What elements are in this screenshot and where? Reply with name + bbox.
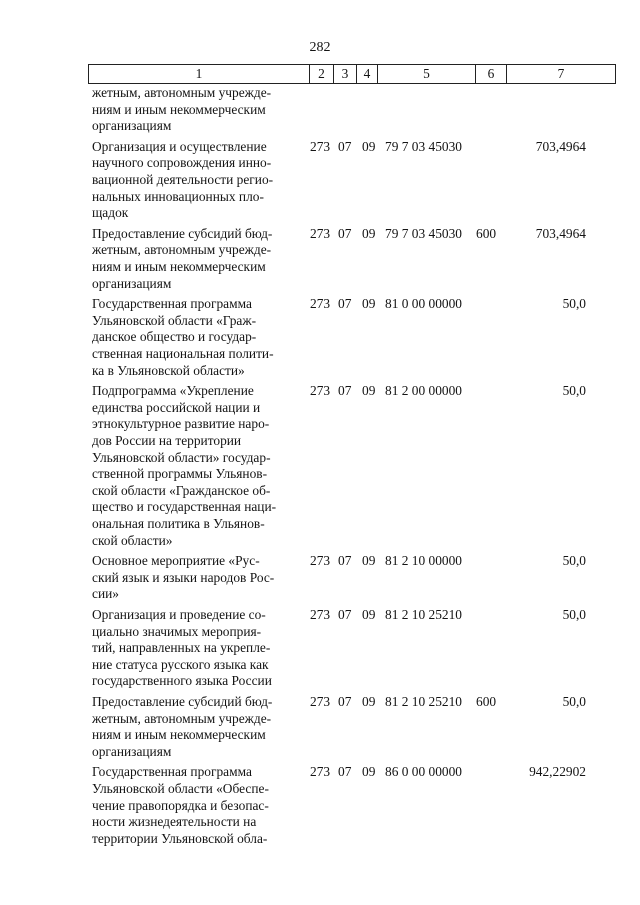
budget-table-body (0, 85, 640, 851)
cell-c2: 273 (310, 693, 331, 709)
cell-c4: 09 (362, 138, 376, 154)
cell-c6: 600 (476, 693, 497, 709)
cell-c5: 81 2 10 00000 (385, 553, 462, 569)
description-line: нальных инновационных пло- (92, 188, 264, 204)
column-header-7: 7 (557, 66, 565, 81)
row-description (92, 764, 301, 847)
description-line: ниям и иным некоммерческим (92, 101, 266, 117)
row-description (92, 694, 301, 760)
table-row (0, 764, 640, 851)
row-description (92, 296, 301, 379)
description-line: чение правопорядка и безопас- (92, 797, 269, 813)
cell-c4: 09 (362, 383, 376, 399)
cell-c6: 600 (476, 225, 497, 241)
cell-c4: 09 (362, 296, 376, 312)
cell-c4: 09 (362, 553, 376, 569)
table-row (0, 226, 640, 296)
description-line: ственной программы Ульянов- (92, 466, 268, 482)
cell-c2: 273 (310, 138, 331, 154)
description-line: ственная национальная полити- (92, 345, 274, 361)
row-description (92, 553, 301, 603)
table-row (0, 694, 640, 764)
description-line: Подпрограмма «Укрепление (92, 383, 254, 399)
row-description (92, 383, 301, 549)
cell-c2: 273 (310, 764, 331, 780)
description-line: государственного языка России (92, 673, 272, 689)
description-line: единства российской нации и (92, 399, 261, 415)
description-line: вационной деятельности регио- (92, 171, 274, 187)
column-header-row (88, 64, 616, 84)
description-line: жетным, автономным учрежде- (92, 242, 272, 258)
description-line: ние статуса русского языка как (92, 656, 269, 672)
cell-c3: 07 (338, 764, 352, 780)
cell-c4: 09 (362, 764, 376, 780)
column-header-5: 5 (378, 65, 476, 83)
cell-c7: 50,0 (562, 693, 586, 709)
description-line: щество и государственная наци- (92, 499, 277, 515)
description-line: ниям и иным некоммерческим (92, 727, 266, 743)
description-line: Государственная программа (92, 764, 252, 780)
cell-c4: 09 (362, 606, 376, 622)
description-line: циально значимых мероприя- (92, 623, 262, 639)
description-line: жетным, автономным учрежде- (92, 85, 272, 100)
column-header-3: 3 (334, 65, 357, 83)
column-header-6: 6 (476, 65, 507, 83)
column-header-2: 2 (310, 65, 334, 83)
cell-c3: 07 (338, 383, 352, 399)
cell-c4: 09 (362, 225, 376, 241)
cell-c3: 07 (338, 225, 352, 241)
page-number: 282 (309, 40, 331, 55)
description-line: организациям (92, 118, 172, 134)
description-line: Предоставление субсидий бюд- (92, 225, 273, 241)
description-line: Государственная программа (92, 296, 252, 312)
table-row (0, 139, 640, 226)
description-line: Организация и осуществление (92, 138, 267, 154)
description-line: ской области «Гражданское об- (92, 482, 271, 498)
table-row (0, 607, 640, 694)
description-line: научного сопровождения инно- (92, 155, 272, 171)
cell-c5: 79 7 03 45030 (385, 225, 462, 241)
description-line: организациям (92, 743, 172, 759)
cell-c3: 07 (338, 606, 352, 622)
row-description (92, 85, 301, 135)
row-description (92, 139, 301, 222)
row-description (92, 226, 301, 292)
description-line: Ульяновской области» государ- (92, 449, 271, 465)
description-line: тий, направленных на укрепле- (92, 640, 271, 656)
cell-c7: 50,0 (562, 553, 586, 569)
description-line: ниям и иным некоммерческим (92, 258, 266, 274)
cell-c3: 07 (338, 296, 352, 312)
cell-c5: 81 2 10 25210 (385, 693, 462, 709)
description-line: сии» (92, 586, 119, 602)
description-line: ональная политика в Ульянов- (92, 515, 265, 531)
description-line: Организация и проведение со- (92, 606, 266, 622)
table-row (0, 383, 640, 553)
description-line: Основное мероприятие «Рус- (92, 553, 260, 569)
description-line: дов России на территории (92, 432, 242, 448)
column-header-1: 1 (89, 65, 310, 83)
description-line: данское общество и государ- (92, 329, 257, 345)
description-line: ский язык и языки народов Рос- (92, 569, 275, 585)
cell-c5: 81 0 00 00000 (385, 296, 462, 312)
description-line: этнокультурное развитие наро- (92, 416, 270, 432)
cell-c2: 273 (310, 553, 331, 569)
description-line: организациям (92, 275, 172, 291)
cell-c2: 273 (310, 225, 331, 241)
table-row (0, 553, 640, 607)
description-line: Ульяновской области «Обеспе- (92, 780, 269, 796)
description-line: жетным, автономным учрежде- (92, 710, 272, 726)
cell-c7: 703,4964 (535, 138, 586, 154)
cell-c5: 79 7 03 45030 (385, 138, 462, 154)
cell-c7: 50,0 (562, 606, 586, 622)
cell-c7: 703,4964 (535, 225, 586, 241)
cell-c7: 50,0 (562, 383, 586, 399)
description-line: Ульяновской области «Граж- (92, 312, 257, 328)
cell-c5: 81 2 00 00000 (385, 383, 462, 399)
cell-c7: 50,0 (562, 296, 586, 312)
cell-c2: 273 (310, 606, 331, 622)
description-line: Предоставление субсидий бюд- (92, 693, 273, 709)
cell-c2: 273 (310, 296, 331, 312)
cell-c3: 07 (338, 553, 352, 569)
cell-c7: 942,22902 (529, 764, 586, 780)
column-header-4: 4 (357, 65, 378, 83)
description-line: щадок (92, 205, 129, 221)
description-line: территории Ульяновской обла- (92, 830, 268, 846)
table-row (0, 85, 640, 139)
row-description (92, 607, 301, 690)
cell-c3: 07 (338, 693, 352, 709)
table-row (0, 296, 640, 383)
description-line: ской области» (92, 532, 173, 548)
cell-c3: 07 (338, 138, 352, 154)
cell-c4: 09 (362, 693, 376, 709)
description-line: ности жизнедеятельности на (92, 814, 257, 830)
cell-c5: 81 2 10 25210 (385, 606, 462, 622)
cell-c2: 273 (310, 383, 331, 399)
description-line: ка в Ульяновской области» (92, 362, 245, 378)
cell-c5: 86 0 00 00000 (385, 764, 462, 780)
